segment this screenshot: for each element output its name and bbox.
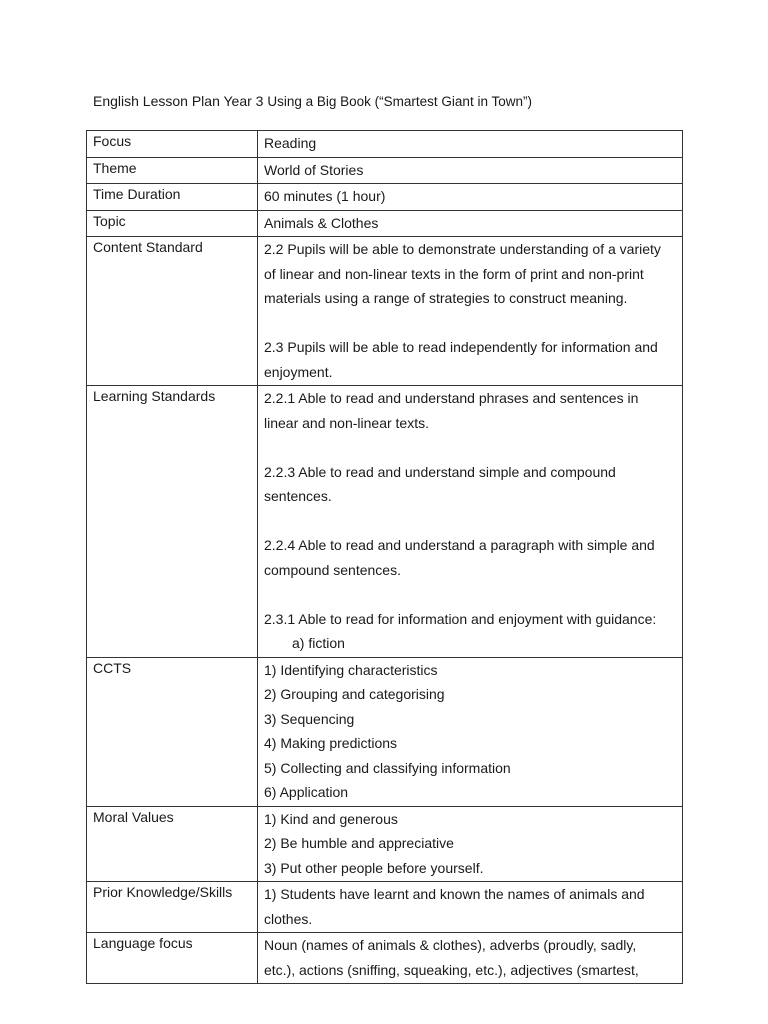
text-line: enjoyment. (264, 363, 333, 380)
text-line: 1) Students have learnt and known the names of animals and (264, 886, 645, 902)
list-item: 6) Application (264, 784, 349, 800)
row-value (258, 386, 683, 658)
row-focus (87, 131, 683, 158)
text-line: of linear and non-linear texts in the form of print and non-print (264, 265, 644, 282)
row-value: Reading (258, 131, 683, 158)
paragraph-gap (264, 509, 676, 534)
text-line: 2.2 Pupils will be able to demonstrate understanding of a variety (264, 241, 661, 257)
page-title (93, 92, 532, 111)
row-label: CCTS (87, 657, 258, 806)
paragraph-gap (264, 582, 676, 607)
row-value (258, 933, 683, 984)
title-main: English Lesson Plan Year 3 (93, 93, 268, 109)
list-item: 1) Kind and generous (264, 810, 398, 827)
row-value: World of Stories (258, 157, 683, 184)
text-line: linear and non-linear texts. (264, 414, 429, 431)
list-item: 4) Making predictions (264, 735, 398, 751)
text-line: sentences. (264, 488, 332, 504)
row-value (258, 882, 683, 933)
list-item: 3) Put other people before yourself. (264, 859, 484, 876)
text-line: 2.2.1 Able to read and understand phrases and sentences in (264, 390, 639, 406)
row-value (258, 657, 683, 806)
text-line: a) fiction (292, 635, 345, 651)
row-label: Theme (87, 157, 258, 184)
paragraph-gap (264, 435, 676, 460)
text-line: Noun (names of animals & clothes), adverbs (proudly, sadly, (264, 937, 637, 953)
row-value: 60 minutes (1 hour) (258, 184, 683, 211)
lesson-plan-table (86, 130, 683, 984)
row-label: Language focus (87, 933, 258, 984)
title-subtitle: Using a Big Book (“Smartest Giant in Town”) (267, 94, 532, 109)
paragraph-gap (264, 311, 676, 336)
row-label: Focus (87, 131, 258, 158)
row-ccts (87, 657, 683, 806)
row-label: Time Duration (87, 184, 258, 211)
row-value: Animals & Clothes (258, 210, 683, 237)
text-line: etc.), actions (sniffing, squeaking, etc.), adjectives (smartest, (264, 961, 639, 978)
list-item: 5) Collecting and classifying information (264, 759, 511, 776)
list-item: 2) Grouping and categorising (264, 686, 445, 702)
row-label: Moral Values (87, 806, 258, 882)
row-theme (87, 157, 683, 184)
text-line: 2.3.1 Able to read for information and enjoyment with guidance: (264, 610, 657, 627)
list-item: 3) Sequencing (264, 710, 355, 727)
row-label: Learning Standards (87, 386, 258, 658)
row-label: Prior Knowledge/Skills (87, 882, 258, 933)
list-item: 2) Be humble and appreciative (264, 835, 454, 851)
text-line: 2.2.3 Able to read and understand simple and compound (264, 463, 616, 480)
row-label: Content Standard (87, 237, 258, 386)
row-prior-knowledge (87, 882, 683, 933)
text-line: materials using a range of strategies to construct meaning. (264, 290, 628, 306)
text-line: compound sentences. (264, 561, 401, 578)
text-line: 2.3 Pupils will be able to read independently for information and (264, 339, 658, 355)
row-topic (87, 210, 683, 237)
row-language-focus (87, 933, 683, 984)
row-time-duration (87, 184, 683, 211)
row-moral-values (87, 806, 683, 882)
row-label: Topic (87, 210, 258, 237)
list-item: 1) Identifying characteristics (264, 661, 438, 678)
row-value (258, 237, 683, 386)
text-line: clothes. (264, 910, 313, 927)
text-line: 2.2.4 Able to read and understand a paragraph with simple and (264, 537, 655, 553)
row-value (258, 806, 683, 882)
row-learning-standards (87, 386, 683, 658)
row-content-standard (87, 237, 683, 386)
